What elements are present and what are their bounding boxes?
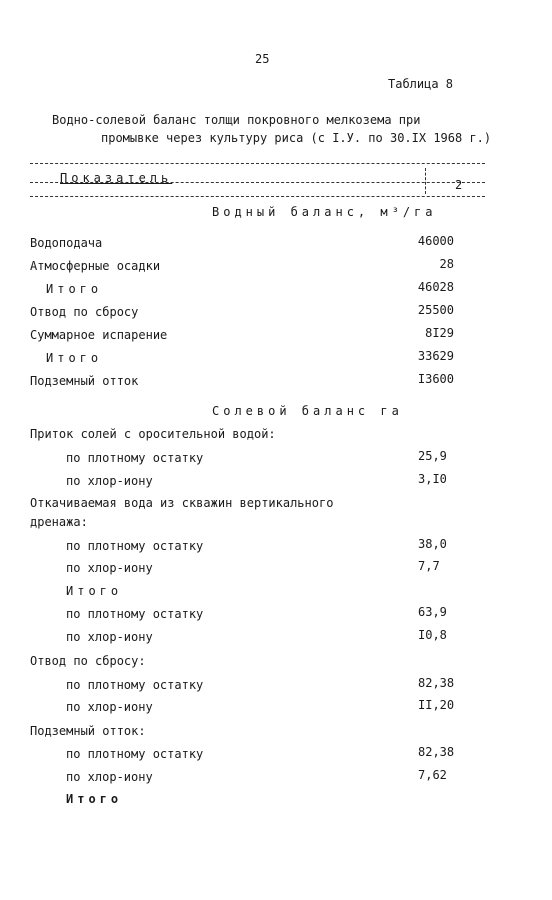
table-row-label: по хлор-иону xyxy=(66,770,153,784)
header-col-separator xyxy=(425,168,426,194)
table-row-value: 82,38 xyxy=(418,676,455,690)
header-rule-bottom xyxy=(30,196,485,197)
salt-balance-heading: Солевой баланс га xyxy=(212,404,403,418)
table-row-value: II,20 xyxy=(418,698,455,712)
table-row-value: 25,9 xyxy=(418,449,447,463)
table-title-line-2: промывке через культуру риса (с I.У. по 30.IX 1968 г.) xyxy=(101,131,492,145)
table-row-value: 46000 xyxy=(417,234,454,248)
table-row-label: Приток солей с оросительной водой: xyxy=(30,427,276,441)
table-row-label: по плотному остатку xyxy=(66,678,204,692)
table-row-label: Подземный отток xyxy=(30,374,139,388)
table-row-label: по хлор-иону xyxy=(66,474,153,488)
table-row-label: по хлор-иону xyxy=(66,630,153,644)
table-row-label: по хлор-иону xyxy=(66,561,153,575)
table-row-label: Подземный отток: xyxy=(30,724,146,738)
table-title-line-1: Водно-солевой баланс толщи покровного мелкозема при xyxy=(52,113,421,127)
table-row-value: 3,I0 xyxy=(418,472,447,486)
table-row-label: дренажа: xyxy=(30,515,88,529)
table-row-label: Суммарное испарение xyxy=(30,328,168,342)
table-row-value: 7,7 xyxy=(418,559,440,573)
table-row-value: 38,0 xyxy=(418,537,447,551)
table-row-label: Отвод по сбросу: xyxy=(30,654,146,668)
table-label: Таблица 8 xyxy=(388,77,454,91)
table-row-value: 82,38 xyxy=(418,745,455,759)
table-row-value: 8I29 xyxy=(425,326,454,340)
page-number: 25 xyxy=(255,52,270,66)
table-row-value: 33629 xyxy=(417,349,454,363)
table-row-label: Итого xyxy=(66,584,123,598)
table-row-label: Итого xyxy=(46,351,103,365)
table-row-label: Откачиваемая вода из скважин вертикального xyxy=(30,496,334,510)
table-row-label: Отвод по сбросу xyxy=(30,305,139,319)
table-row-label: по плотному остатку xyxy=(66,607,204,621)
table-row-value: I3600 xyxy=(417,372,454,386)
table-row-label: Водоподача xyxy=(30,236,103,250)
table-row-label: по плотному остатку xyxy=(66,451,204,465)
table-row-value: 7,62 xyxy=(418,768,447,782)
header-col-2: 2 xyxy=(455,178,463,192)
header-col-indicator: Показатель xyxy=(60,171,173,185)
table-row-value: 28 xyxy=(439,257,454,271)
table-row-label: по хлор-иону xyxy=(66,700,153,714)
table-row-value: I0,8 xyxy=(418,628,447,642)
header-rule-top xyxy=(30,163,485,164)
table-row-value: 63,9 xyxy=(418,605,447,619)
table-row-label: по плотному остатку xyxy=(66,747,204,761)
table-row-value: 25500 xyxy=(417,303,454,317)
table-row-value: 46028 xyxy=(417,280,454,294)
table-row-label: Итого xyxy=(46,282,103,296)
table-row-label: по плотному остатку xyxy=(66,539,204,553)
table-row-label: Итого xyxy=(66,792,123,806)
table-row-label: Атмосферные осадки xyxy=(30,259,161,273)
water-balance-heading: Водный баланс, м³/га xyxy=(212,205,437,219)
